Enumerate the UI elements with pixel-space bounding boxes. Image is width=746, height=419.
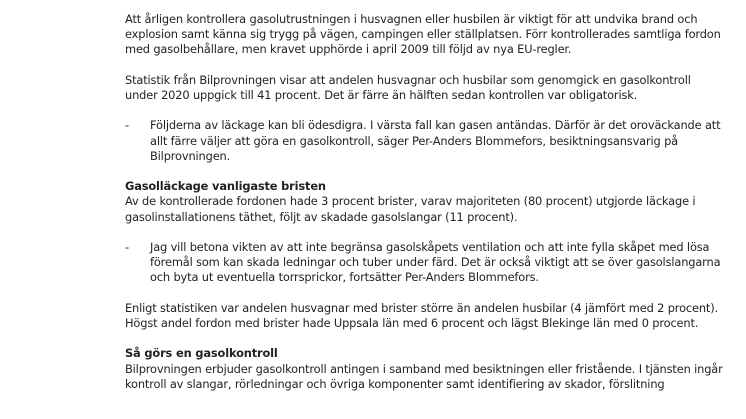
quote-bullet-2 [125,240,725,286]
quote-bullet-1 [125,118,725,164]
how-to-paragraph: Bilprovningen erbjuder gasolkontroll antingen i samband med besiktningen eller fristående. I tjänsten ingår kontroll av slangar, rörledningar och övriga komponenter samt identifiering av skador, förslitning [125,361,723,391]
statistics-paragraph: Statistik från Bilprovningen visar att andelen husvagnar och husbilar som genomgick en gasolkontroll under 2020 uppgick till 41 procent. Det är färre än hälften sedan kontrollen var obligatorisk. [125,72,691,102]
comparison-paragraph: Enligt statistiken var andelen husvagnar med brister större än andelen husbilar (4 jämfört med 2 procent). Högst andel fordon med brister hade Uppsala län med 6 procent och lägst Blekinge län med 0 procent. [125,300,719,330]
quote-text-2: Jag vill betona vikten av att inte begränsa gasolskåpets ventilation och att inte fylla skåpet med lösa föremål som kan skada ledningar och tuber under färd. Det är också viktigt att se över gasolslangarna och byta ut eventuella torrsprickor, fortsätter Per-Anders Blommefors. [150,239,721,285]
leakage-paragraph: Av de kontrollerade fordonen hade 3 procent brister, varav majoriteten (80 procent) utgjorde läckage i gasolinstallationens täthet, följt av skadade gasolslangar (11 procent). [125,194,696,224]
article-body [125,12,725,407]
bullet-dash: - [125,239,129,254]
section-heading-leakage: Gasolläckage vanligaste bristen [125,179,326,194]
bullet-dash: - [125,118,129,133]
quote-text-1: Följderna av läckage kan bli ödesdigra. I värsta fall kan gasen antändas. Därför är det oroväckande att allt färre väljer att göra en gasolkontroll, säger Per-Anders Blommefors, besiktningsansvarig på Bilprovningen. [150,118,721,163]
section-heading-how-to: Så görs en gasolkontroll [125,346,278,361]
intro-paragraph: Att årligen kontrollera gasolutrustningen i husvagnen eller husbilen är viktigt för att undvika brand och explosion samt känna sig trygg på vägen, campingen eller ställplatsen. Förr kontrollerades samtliga fordon med gasolbehållare, men kravet upphörde i april 2009 till följd av nya EU-regler. [125,12,721,57]
